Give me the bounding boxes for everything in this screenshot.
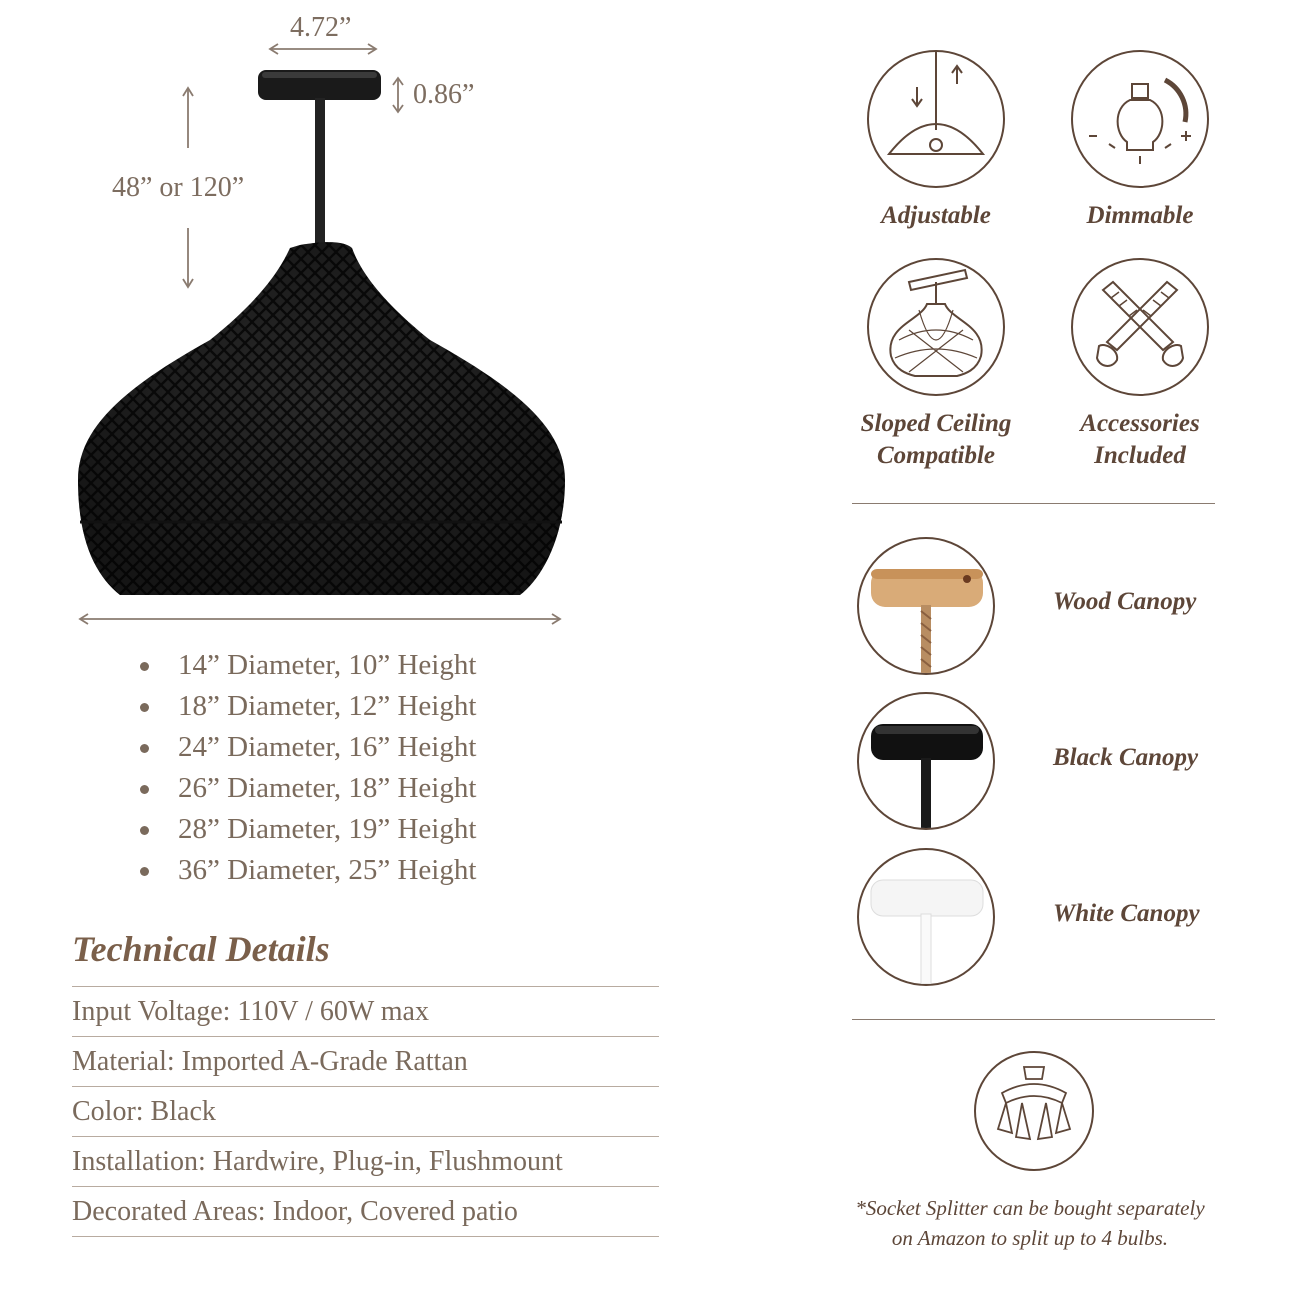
divider xyxy=(852,1019,1215,1020)
size-item: 36” Diameter, 25” Height xyxy=(140,850,476,891)
accessories-icon xyxy=(1071,258,1209,396)
feature-label-adjustable: Adjustable xyxy=(881,202,991,229)
size-item: 24” Diameter, 16” Height xyxy=(140,727,476,768)
canopy-height-label: 0.86” xyxy=(413,79,475,110)
tech-row-color: Color: Black xyxy=(72,1087,659,1137)
feature-label-accessories: Accessories Included xyxy=(1080,410,1200,469)
feature-label-dimmable: Dimmable xyxy=(1086,202,1194,229)
feature-label-sloped-ceiling: Sloped Ceiling Compatible xyxy=(860,410,1012,469)
canopy-label-wood: Wood Canopy xyxy=(1053,588,1197,615)
size-item: 18” Diameter, 12” Height xyxy=(140,686,476,727)
canopy-label-black: Black Canopy xyxy=(1053,744,1199,771)
white-canopy-icon xyxy=(857,848,995,986)
canopy-width-arrow xyxy=(270,44,376,54)
size-list xyxy=(140,645,476,891)
tech-row-voltage: Input Voltage: 110V / 60W max xyxy=(72,987,659,1037)
wood-canopy-icon xyxy=(857,537,995,675)
canopy-width-label: 4.72” xyxy=(290,12,352,43)
black-canopy-icon xyxy=(857,692,995,830)
size-item: 26” Diameter, 18” Height xyxy=(140,768,476,809)
diameter-arrow xyxy=(80,614,560,624)
pendant-lamp-illustration xyxy=(0,0,720,640)
adjustable-icon xyxy=(867,50,1005,188)
divider xyxy=(852,503,1215,504)
size-item: 14” Diameter, 10” Height xyxy=(140,645,476,686)
tech-row-decorated-areas: Decorated Areas: Indoor, Covered patio xyxy=(72,1187,659,1237)
sloped-ceiling-icon xyxy=(867,258,1005,396)
socket-splitter-note: *Socket Splitter can be bought separately on Amazon to split up to 4 bulbs. xyxy=(855,1196,1205,1250)
technical-details-table xyxy=(72,986,659,1237)
tech-row-material: Material: Imported A-Grade Rattan xyxy=(72,1037,659,1087)
tech-row-installation: Installation: Hardwire, Plug-in, Flushmount xyxy=(72,1137,659,1187)
technical-details-title: Technical Details xyxy=(72,929,330,969)
size-item: 28” Diameter, 19” Height xyxy=(140,809,476,850)
canopy-label-white: White Canopy xyxy=(1053,900,1200,927)
socket-splitter-icon xyxy=(974,1051,1094,1171)
cord-length-label: 48” or 120” xyxy=(112,172,245,203)
pendant-cord xyxy=(315,98,325,248)
canopy-height-arrow xyxy=(393,78,403,112)
dimmable-icon xyxy=(1071,50,1209,188)
